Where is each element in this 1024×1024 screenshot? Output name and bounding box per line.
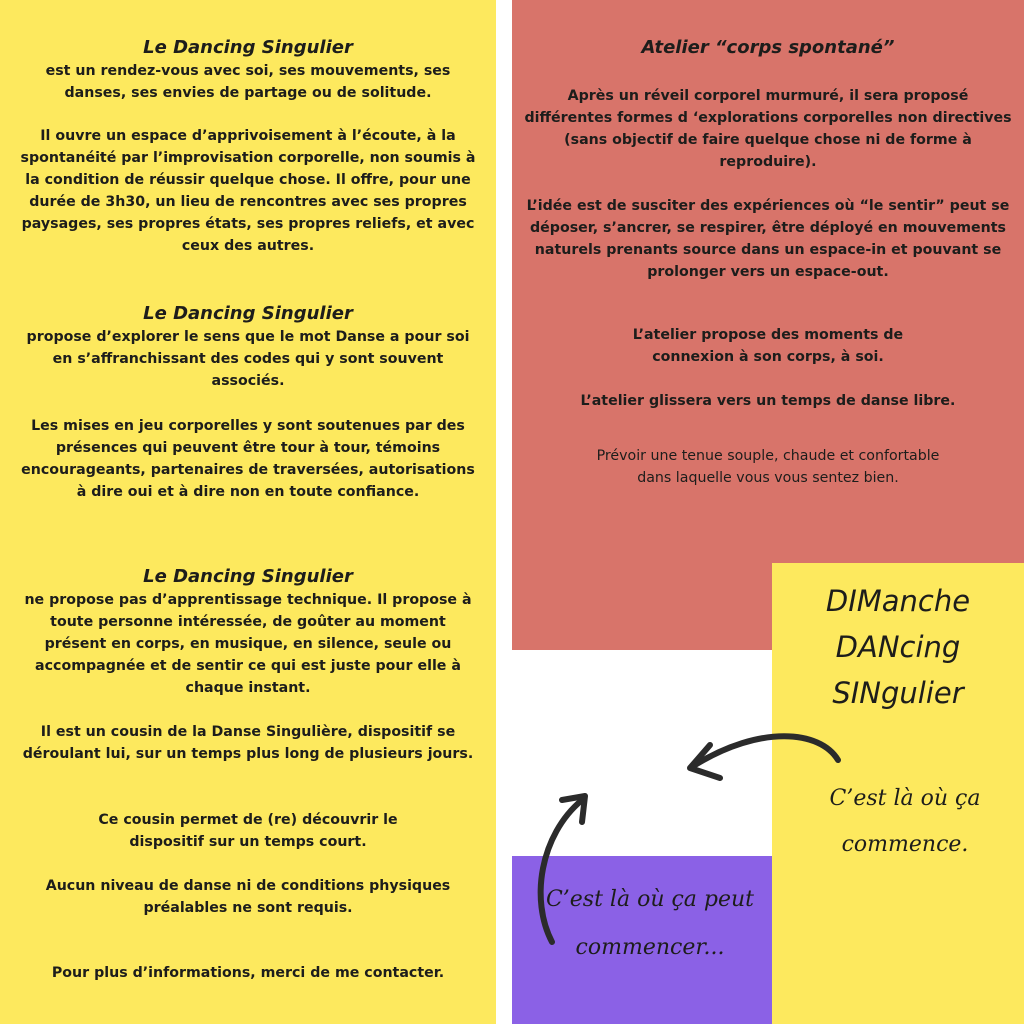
- section-title: Le Dancing Singulier: [143, 566, 353, 587]
- paragraph: L’idée est de susciter des expériences où “le sentir” peut se déposer, s’ancrer, se respirer, être déployé en mouvements naturels prenants source dans un espace-in et pouvant se prolonger vers un espace-out.: [526, 198, 1010, 280]
- paragraph: L’atelier glissera vers un temps de danse libre.: [580, 393, 956, 409]
- handwritten-note: C’est là où ça peut commencer...: [545, 887, 755, 960]
- paragraph: Pour plus d’informations, merci de me contacter.: [51, 965, 445, 981]
- paragraph: propose d’explorer le sens que le mot Danse a pour soi en s’affranchissant des codes qui y sont souvent associés.: [26, 329, 470, 389]
- title-line: DIManche: [825, 584, 971, 618]
- paragraph: est un rendez-vous avec soi, ses mouvements, ses danses, ses envies de partage ou de solitude.: [45, 63, 451, 101]
- title-line: DANcing: [835, 630, 961, 664]
- paragraph: ne propose pas d’apprentissage technique. Il propose à toute personne intéressée, de goûter au moment présent en corps, en musique, en silence, seule ou accompagnée et de sentir ce qui est juste pour elle à chaque instant.: [24, 592, 472, 696]
- title-line: SINgulier: [832, 676, 964, 710]
- section-title: Le Dancing Singulier: [143, 37, 353, 58]
- paragraph: Les mises en jeu corporelles y sont soutenues par des présences qui peuvent être tour à tour, témoins encourageants, partenaires de traversées, autorisations à dire oui et à dire non en toute confiance.: [21, 418, 475, 500]
- paragraph: Après un réveil corporel murmuré, il sera proposé différentes formes d ‘explorations corporelles non directives (sans objectif de faire quelque chose ni de forme à reproduire).: [524, 88, 1012, 170]
- paragraph: Ce cousin permet de (re) découvrir le dispositif sur un temps court.: [98, 812, 398, 850]
- paragraph: Prévoir une tenue souple, chaude et confortable dans laquelle vous vous sentez bien.: [596, 448, 940, 486]
- atelier-title: Atelier “corps spontané”: [641, 37, 895, 58]
- handwritten-note: C’est là où ça commence.: [829, 786, 981, 857]
- paragraph: Il ouvre un espace d’apprivoisement à l’écoute, à la spontanéité par l’improvisation corporelle, non soumis à la condition de réussir quelque chose. Il offre, pour une durée de 3h30, un lieu de rencontres avec ses propres paysages, ses propres états, ses propres reliefs, et avec ceux des autres.: [20, 128, 476, 254]
- paragraph: L’atelier propose des moments de connexion à son corps, à soi.: [632, 327, 904, 365]
- paragraph: Aucun niveau de danse ni de conditions physiques préalables ne sont requis.: [45, 878, 451, 916]
- paragraph: Il est un cousin de la Danse Singulière, dispositif se déroulant lui, sur un temps plus long de plusieurs jours.: [22, 724, 474, 762]
- section-title: Le Dancing Singulier: [143, 303, 353, 324]
